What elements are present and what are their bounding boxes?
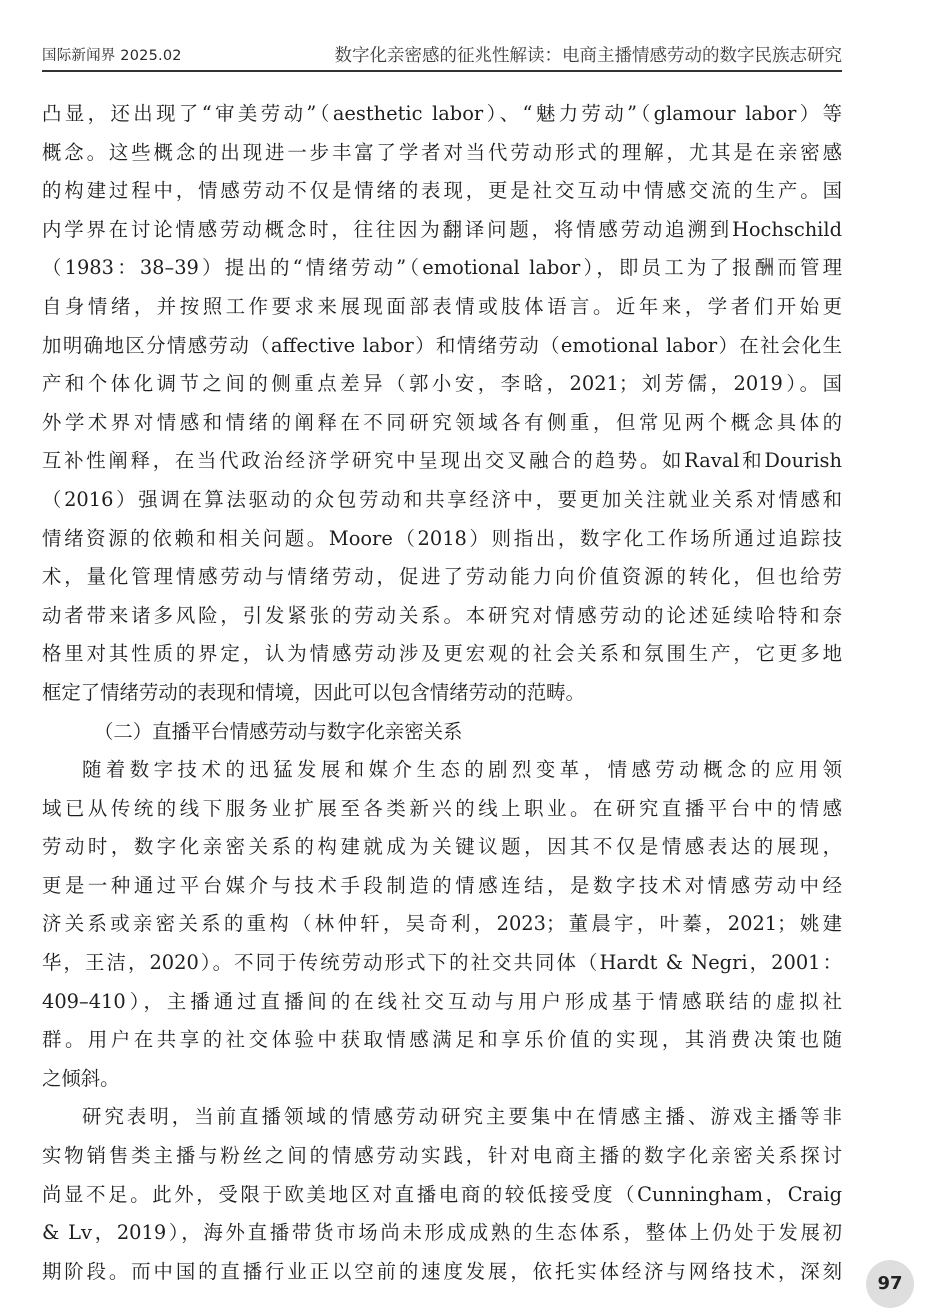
running-header (42, 38, 842, 72)
text-line: 内学界在讨论情感劳动概念时，往往因为翻译问题，将情感劳动追溯到Hochschild (42, 217, 842, 241)
text-line: & Lv，2019），海外直播带货市场尚未形成成熟的生态体系，整体上仍处于发展初 (42, 1221, 842, 1245)
text-line: 格里对其性质的界定，认为情感劳动涉及更宏观的社会关系和氛围生产，它更多地 (42, 642, 842, 666)
text-line: 域已从传统的线下服务业扩展至各类新兴的线上职业。在研究直播平台中的情感 (42, 796, 842, 820)
text-line: （1983：38–39）提出的“情绪劳动”（emotional labor），即员工为了报酬而管理 (42, 256, 842, 280)
text-line: 外学术界对情感和情绪的阐释在不同研究领域各有侧重，但常见两个概念具体的 (42, 410, 842, 434)
text-line: 情绪资源的依赖和相关问题。Moore（2018）则指出，数字化工作场所通过追踪技 (42, 526, 842, 550)
article-body (42, 95, 842, 1291)
section-heading: （二）直播平台情感劳动与数字化亲密关系 (94, 719, 463, 743)
text-line: 动者带来诸多风险，引发紧张的劳动关系。本研究对情感劳动的论述延续哈特和奈 (42, 603, 842, 627)
text-line: 随着数字技术的迅猛发展和媒介生态的剧烈变革，情感劳动概念的应用领 (82, 758, 842, 782)
text-line: 群。用户在共享的社交体验中获取情感满足和享乐价值的实现，其消费决策也随 (42, 1028, 842, 1052)
journal-issue: 国际新闻界 2025.02 (42, 48, 182, 64)
text-line: 产和个体化调节之间的侧重点差异（郭小安，李晗，2021；刘芳儒，2019）。国 (42, 372, 842, 396)
text-line: 409–410），主播通过直播间的在线社交互动与用户形成基于情感联结的虚拟社 (42, 989, 842, 1013)
text-line: 劳动时，数字化亲密关系的构建就成为关键议题，因其不仅是情感表达的展现， (42, 835, 842, 859)
page-number: 97 (866, 1260, 914, 1308)
text-line: 之倾斜。 (42, 1066, 120, 1090)
text-line: 期阶段。而中国的直播行业正以空前的速度发展，依托实体经济与网络技术，深刻 (42, 1259, 842, 1283)
text-line: 互补性阐释，在当代政治经济学研究中呈现出交叉融合的趋势。如Raval和Dourish (42, 449, 842, 473)
text-line: 华，王洁，2020）。不同于传统劳动形式下的社交共同体（Hardt & Negri，2001： (42, 951, 842, 975)
running-title: 数字化亲密感的征兆性解读：电商主播情感劳动的数字民族志研究 (334, 46, 842, 66)
text-line: 凸显，还出现了“审美劳动”（aesthetic labor）、“魅力劳动”（glamour labor）等 (42, 102, 842, 125)
text-line: 概念。这些概念的出现进一步丰富了学者对当代劳动形式的理解，尤其是在亲密感 (42, 140, 842, 164)
text-line: （2016）强调在算法驱动的众包劳动和共享经济中，要更加关注就业关系对情感和 (42, 487, 842, 511)
text-line: 术，量化管理情感劳动与情绪劳动，促进了劳动能力向价值资源的转化，但也给劳 (42, 565, 842, 589)
text-line: 济关系或亲密关系的重构（林仲轩，吴奇利，2023；董晨宇，叶蓁，2021；姚建 (42, 912, 842, 936)
text-line: 框定了情绪劳动的表现和情境，因此可以包含情绪劳动的范畴。 (42, 680, 585, 704)
header-rule (42, 70, 842, 72)
text-line: 更是一种通过平台媒介与技术手段制造的情感连结，是数字技术对情感劳动中经 (42, 873, 842, 897)
text-line: 的构建过程中，情感劳动不仅是情绪的表现，更是社交互动中情感交流的生产。国 (42, 179, 842, 203)
text-line: 实物销售类主播与粉丝之间的情感劳动实践，针对电商主播的数字化亲密关系探讨 (42, 1144, 842, 1168)
text-line: 加明确地区分情感劳动（affective labor）和情绪劳动（emotional labor）在社会化生 (42, 333, 842, 357)
text-line: 尚显不足。此外，受限于欧美地区对直播电商的较低接受度（Cunningham，Craig (42, 1182, 842, 1206)
text-line: 自身情绪，并按照工作要求来展现面部表情或肢体语言。近年来，学者们开始更 (42, 294, 842, 318)
text-line: 研究表明，当前直播领域的情感劳动研究主要集中在情感主播、游戏主播等非 (82, 1105, 842, 1129)
